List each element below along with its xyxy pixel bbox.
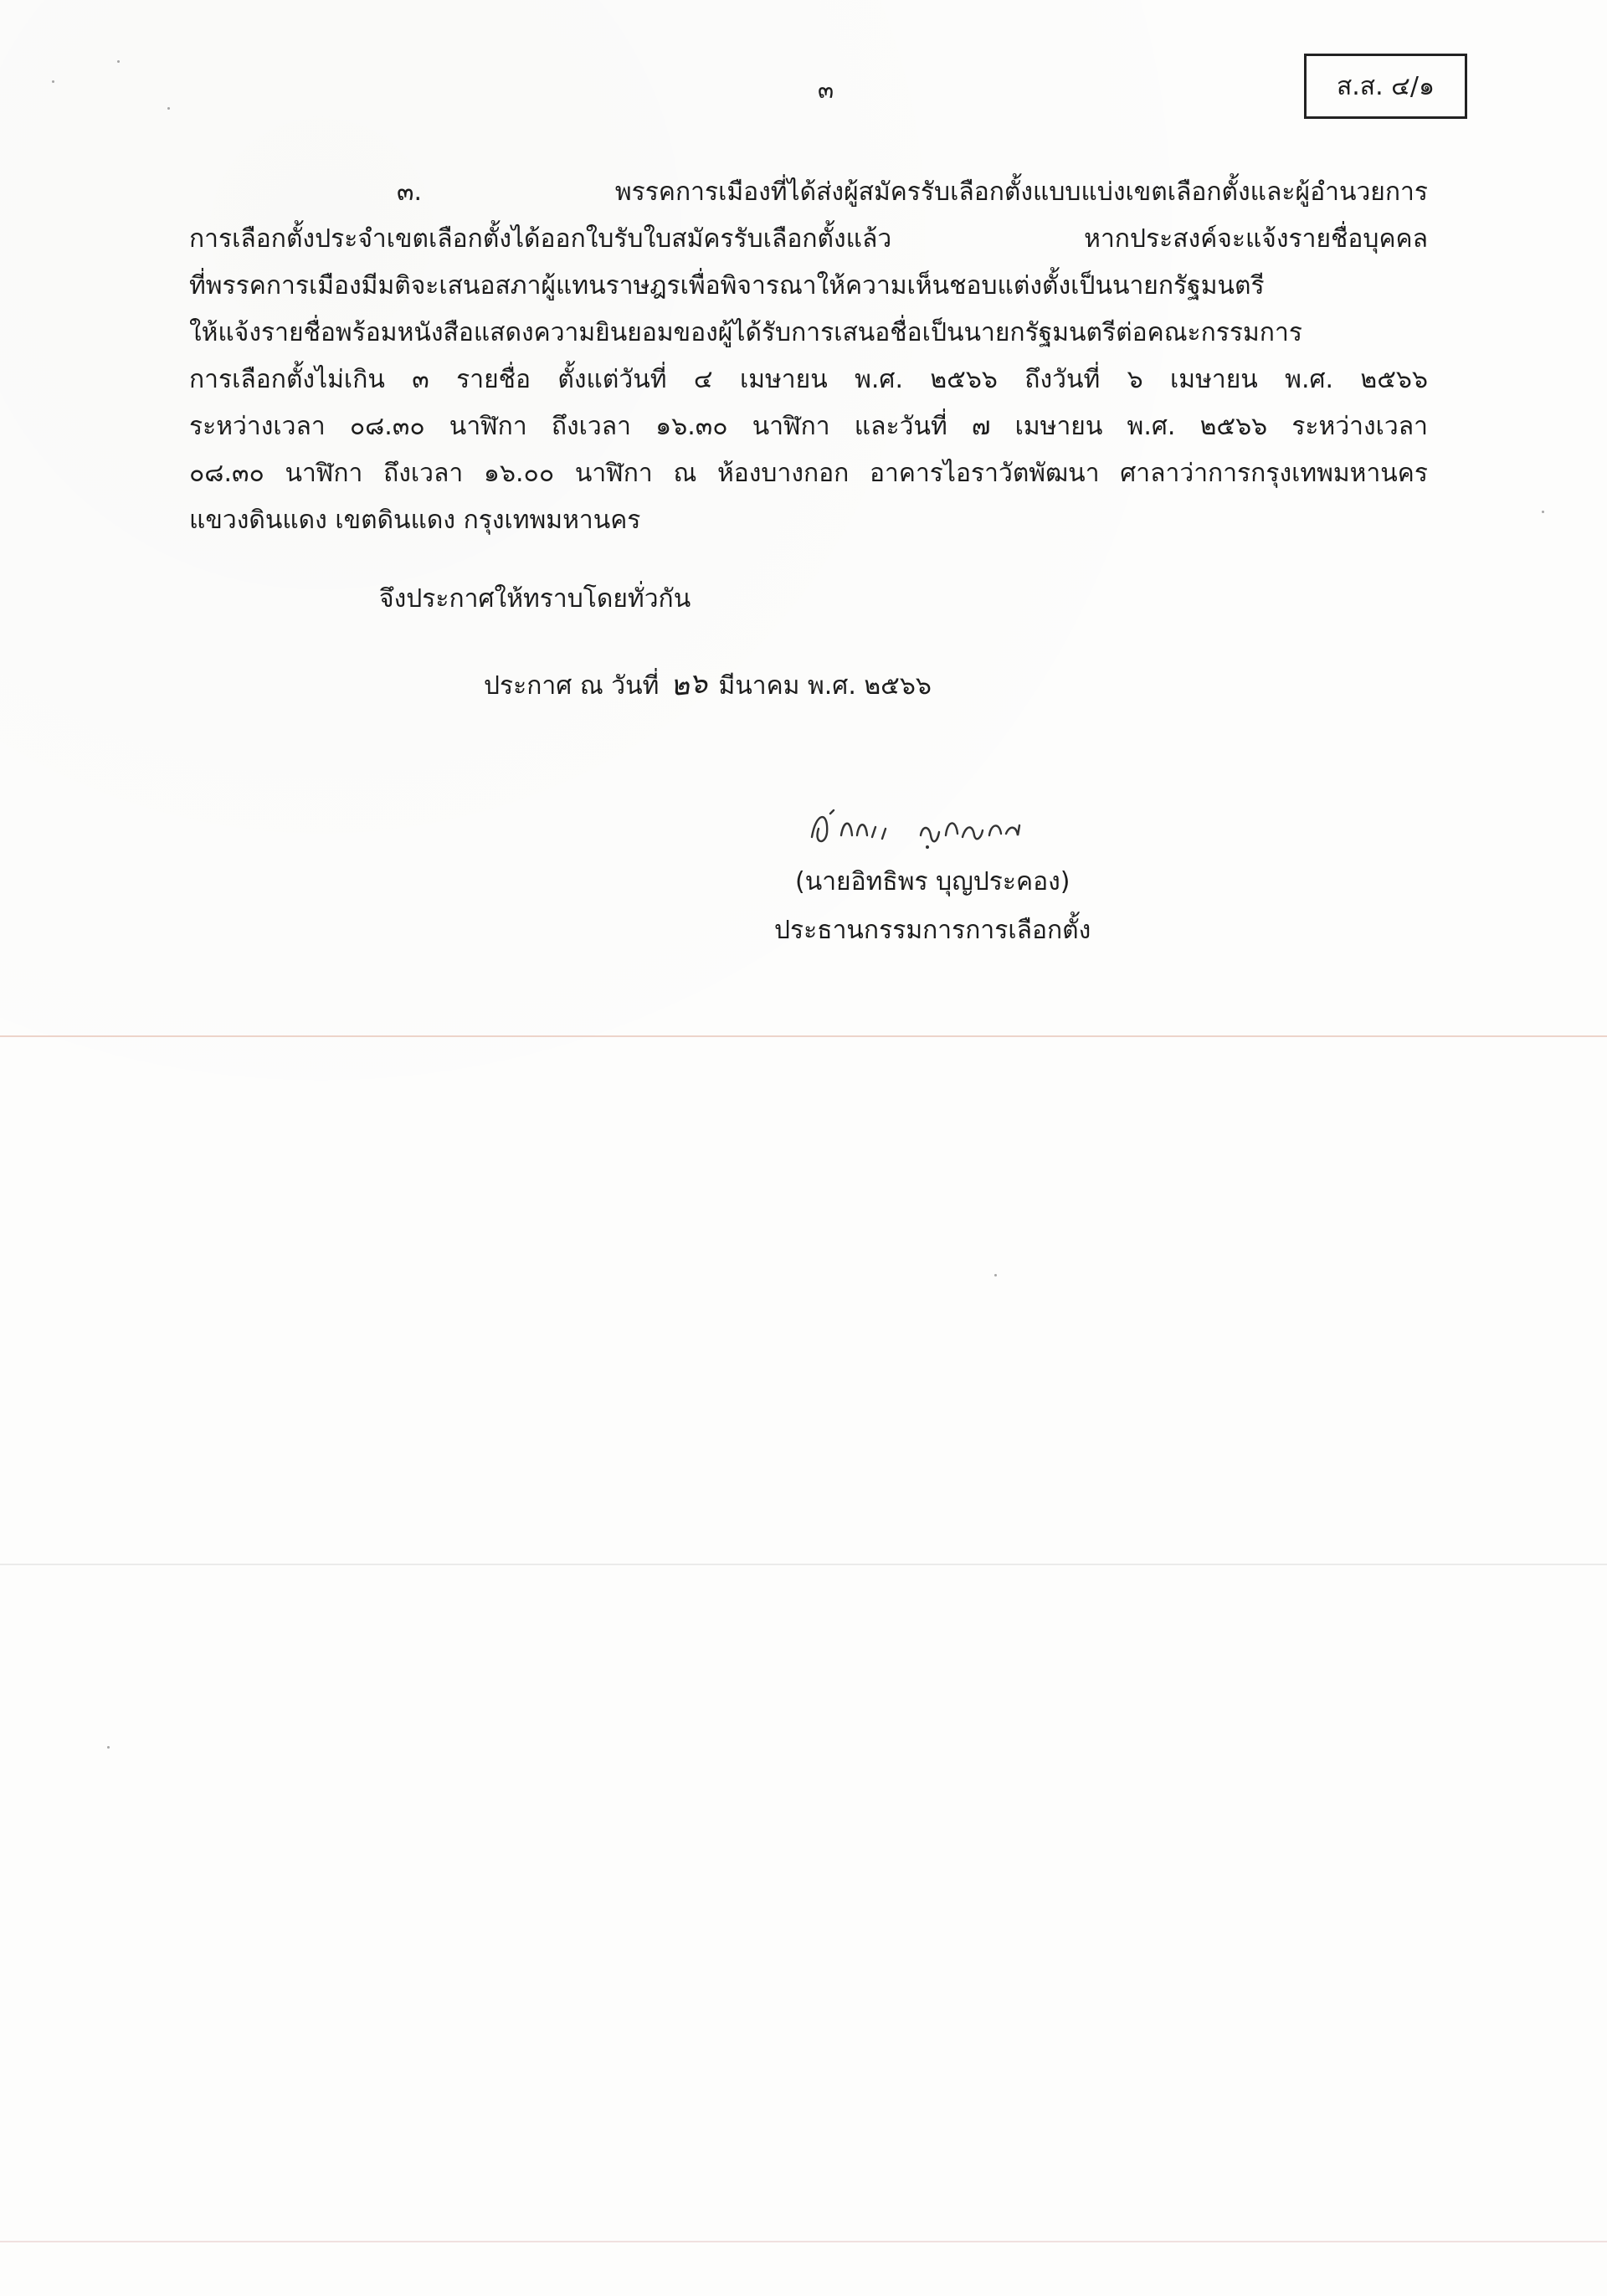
date-prefix: ประกาศ ณ วันที่ — [484, 671, 660, 701]
paragraph-line: การเลือกตั้งไม่เกิน ๓ รายชื่อ ตั้งแต่วันที่ ๔ เมษายน พ.ศ. ๒๕๖๖ ถึงวันที่ ๖ เมษายน พ.ศ. ๒๕๖๖ — [189, 365, 1428, 394]
scan-speck — [52, 80, 54, 83]
scan-speck — [167, 107, 170, 110]
date-suffix: มีนาคม พ.ศ. ๒๕๖๖ — [718, 671, 932, 701]
paragraph-line: แขวงดินแดง เขตดินแดง กรุงเทพมหานคร — [189, 506, 641, 535]
paragraph-line: ระหว่างเวลา ๐๘.๓๐ นาฬิกา ถึงเวลา ๑๖.๓๐ นาฬิกา และวันที่ ๗ เมษายน พ.ศ. ๒๕๖๖ ระหว่างเวลา — [189, 412, 1428, 441]
paragraph-line: ๐๘.๓๐ นาฬิกา ถึงเวลา ๑๖.๐๐ นาฬิกา ณ ห้องบางกอก อาคารไอราวัตพัฒนา ศาลาว่าการกรุงเทพมหานคร — [189, 459, 1428, 488]
scan-speck — [117, 60, 120, 63]
paragraph-line: การเลือกตั้งประจำเขตเลือกตั้งได้ออกใบรับใบสมัครรับเลือกตั้งแล้ว หากประสงค์จะแจ้งรายชื่อบุคคล — [189, 224, 1428, 254]
handwritten-day: ๒๖ — [668, 665, 709, 704]
closing-statement: จึงประกาศให้ทราบโดยทั่วกัน — [379, 584, 691, 614]
scan-fold-line — [0, 2241, 1607, 2242]
paragraph-line: ให้แจ้งรายชื่อพร้อมหนังสือแสดงความยินยอมของผู้ได้รับการเสนอชื่อเป็นนายกรัฐมนตรีต่อคณะกรรมการ — [189, 318, 1302, 347]
signer-title: ประธานกรรมการการเลือกตั้ง — [774, 916, 1091, 945]
form-code-box — [1304, 54, 1467, 119]
signer-name: (นายอิทธิพร บุญประคอง) — [795, 867, 1070, 896]
scan-fold-line — [0, 1564, 1607, 1565]
paragraph-line: ๓. พรรคการเมืองที่ได้ส่งผู้สมัครรับเลือกตั้งแบบแบ่งเขตเลือกตั้งและผู้อำนวยการ — [397, 177, 1428, 207]
announcement-date — [484, 661, 932, 710]
scan-speck — [107, 1746, 110, 1749]
scan-speck — [1542, 511, 1544, 513]
body-paragraph — [189, 169, 1428, 544]
handwritten-signature — [795, 795, 1096, 854]
page-number: ๓ — [818, 76, 835, 104]
scan-speck — [994, 1274, 997, 1276]
form-code-label: ส.ส. ๔/๑ — [1336, 71, 1435, 101]
scan-fold-line — [0, 1035, 1607, 1037]
paragraph-line: ที่พรรคการเมืองมีมติจะเสนอสภาผู้แทนราษฎรเพื่อพิจารณาให้ความเห็นชอบแต่งตั้งเป็นนายกรัฐมนตรี — [189, 271, 1265, 300]
